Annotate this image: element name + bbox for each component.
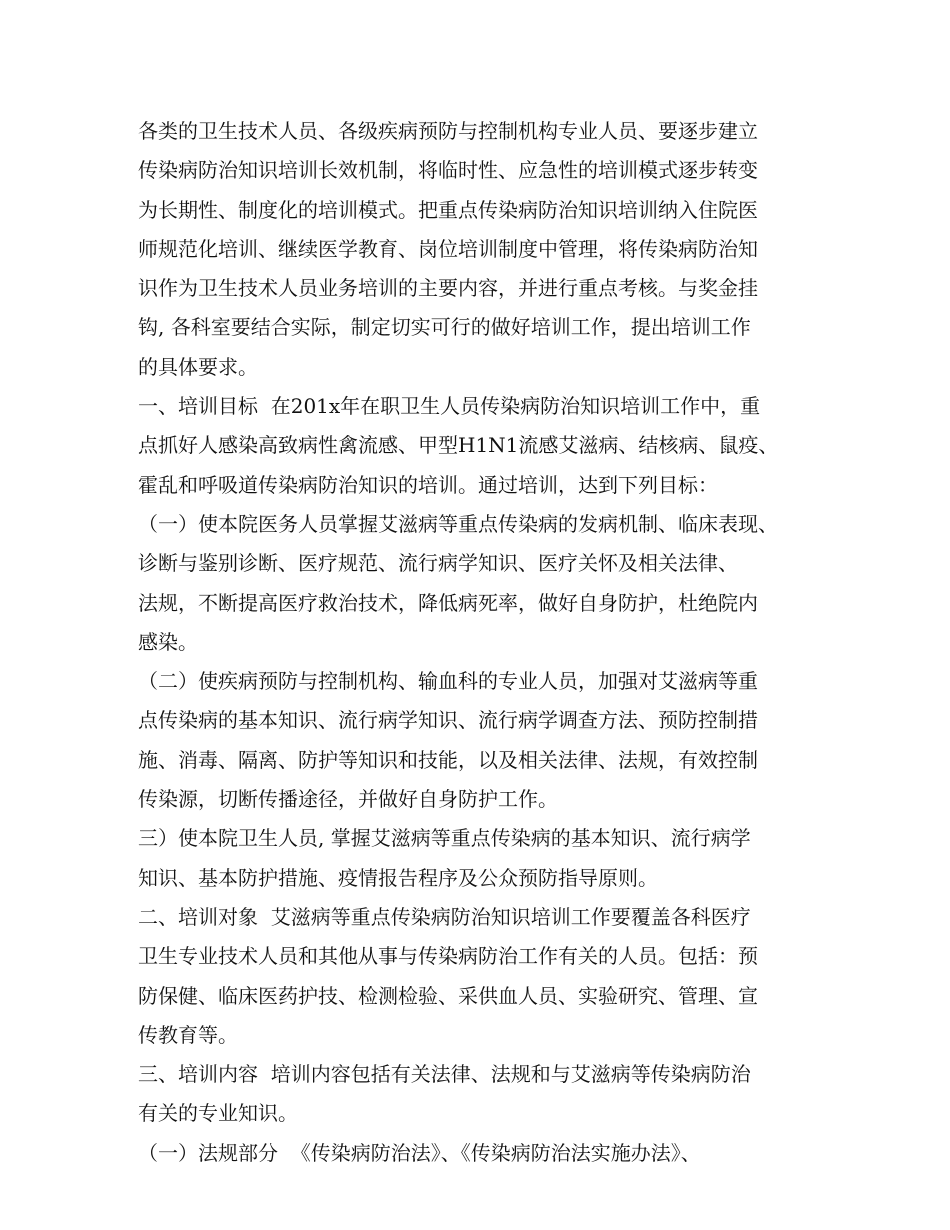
text-line: 一、培训目标 在201x年在职卫生人员传染病防治知识培训工作中，重 bbox=[138, 394, 761, 419]
text-line: 二、培训对象 艾滋病等重点传染病防治知识培训工作要覆盖各科医疗 bbox=[138, 904, 751, 929]
text-line: 的具体要求。 bbox=[138, 354, 258, 379]
text-line: 诊断与鉴别诊断、医疗规范、流行病学知识、医疗关怀及相关法律、 bbox=[138, 551, 738, 576]
text-line: 感染。 bbox=[138, 629, 198, 654]
text-line: 传染源，切断传播途径，并做好自身防护工作。 bbox=[138, 787, 558, 812]
text-line: （一）法规部分 《传染病防治法》、《传染病防治法实施办法》、 bbox=[138, 1140, 701, 1165]
text-line: 防保健、临床医药护技、检测检验、采供血人员、实验研究、管理、宣 bbox=[138, 983, 758, 1008]
text-line: 有关的专业知识。 bbox=[138, 1101, 298, 1126]
text-line: 传染病防治知识培训长效机制，将临时性、应急性的培训模式逐步转变 bbox=[138, 158, 758, 183]
text-line: 点传染病的基本知识、流行病学知识、流行病学调查方法、预防控制措 bbox=[138, 708, 758, 733]
text-line: 施、消毒、隔离、防护等知识和技能，以及相关法律、法规，有效控制 bbox=[138, 747, 758, 772]
text-line: 法规，不断提高医疗救治技术，降低病死率，做好自身防护，杜绝院内 bbox=[138, 590, 758, 615]
text-line: 三、培训内容 培训内容包括有关法律、法规和与艾滋病等传染病防治 bbox=[138, 1062, 751, 1087]
text-line: 卫生专业技术人员和其他从事与传染病防治工作有关的人员。包括：预 bbox=[138, 944, 758, 969]
text-line: 各类的卫生技术人员、各级疾病预防与控制机构专业人员、要逐步建立 bbox=[138, 119, 758, 143]
text-line: （二）使疾病预防与控制机构、输血科的专业人员，加强对艾滋病等重 bbox=[138, 669, 758, 694]
document-body bbox=[138, 112, 828, 1173]
text-line: 点抓好人感染高致病性禽流感、甲型H1N1流感艾滋病、结核病、鼠疫、 bbox=[138, 433, 779, 458]
text-line: 为长期性、制度化的培训模式。把重点传染病防治知识培训纳入住院医 bbox=[138, 197, 758, 222]
text-line: 三）使本院卫生人员, 掌握艾滋病等重点传染病的基本知识、流行病学 bbox=[138, 826, 751, 851]
text-line: 传教育等。 bbox=[138, 1022, 238, 1047]
text-line: 识作为卫生技术人员业务培训的主要内容，并进行重点考核。与奖金挂 bbox=[138, 276, 758, 301]
text-line: （一）使本院医务人员掌握艾滋病等重点传染病的发病机制、临床表现、 bbox=[138, 511, 778, 536]
text-line: 霍乱和呼吸道传染病防治知识的培训。通过培训，达到下列目标： bbox=[138, 472, 718, 497]
text-line: 师规范化培训、继续医学教育、岗位培训制度中管理，将传染病防治知 bbox=[138, 236, 758, 261]
text-line: 知识、基本防护措施、疫情报告程序及公众预防指导原则。 bbox=[138, 865, 658, 890]
text-line: 钩, 各科室要结合实际，制定切实可行的做好培训工作，提出培训工作 bbox=[138, 315, 751, 340]
